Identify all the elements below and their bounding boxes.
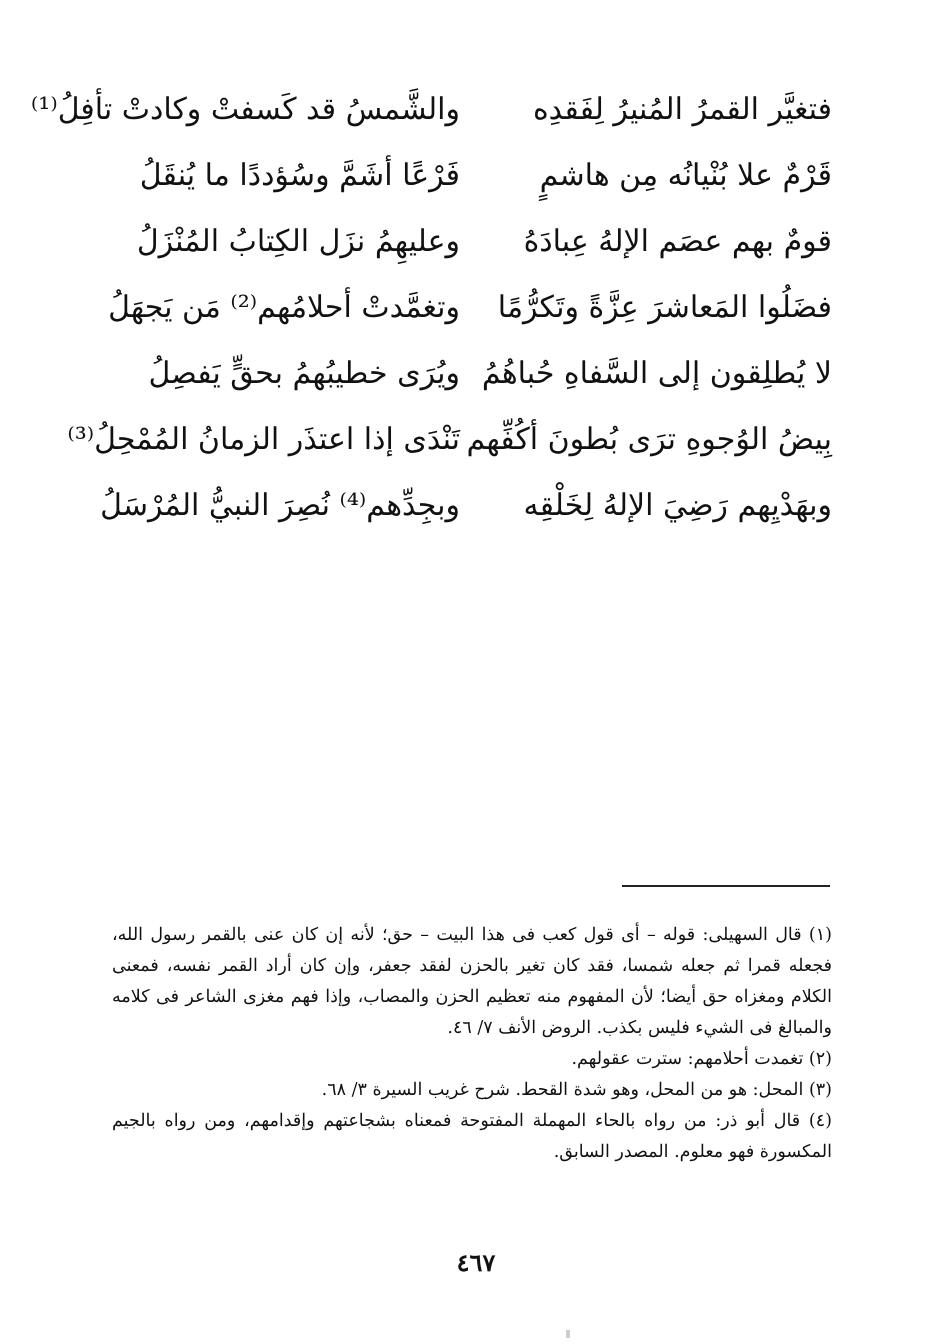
hemistich-left: وعليهِمُ نزَل الكِتابُ المُنْزَلُ xyxy=(136,224,460,259)
hemistich-left: فَرْعًا أشَمَّ وسُؤددًا ما يُنقَلُ xyxy=(139,158,460,193)
hemistich-right: وبهَدْيِهم رَضِيَ الإلهُ لِخَلْقِه xyxy=(523,488,832,523)
footnote-4: (٤) قال أبو ذر: من رواه بالحاء المهملة المفتوحة فمعناه بشجاعتهم وإقدامهم، ومن رواه بالجيم المكسورة فهو معلوم. المصدر السابق. xyxy=(112,1111,832,1162)
verse-1 xyxy=(30,80,832,146)
verse-3 xyxy=(120,212,832,278)
hemistich-left: والشَّمسُ قد كَسفتْ وكادتْ تأفِلُ⁽¹⁾ xyxy=(30,92,460,127)
hemistich-right: بِيضُ الوُجوهِ ترَى بُطونَ أكُفِّهم xyxy=(466,422,832,457)
footnotes xyxy=(112,920,832,1168)
verse-2 xyxy=(120,146,832,212)
footnote-1: (١) قال السهيلى: قوله – أى قول كعب فى هذا البيت – حق؛ لأنه إن كان عنى بالقمر رسول الله، فجعله قمرا ثم جعله شمسا، فقد كان تغير بالحزن لفقد جعفر، وإن كان أراد القمر نفسه، فمعنى الكلام ومغزاه حق أيضا؛ لأن المفهوم منه تعظيم الحزن والمصاب، وإذا فهم مغزى الشاعر فى كلامه والمبالغ فى الشيء فليس بكذب. الروض الأنف ٧/ ٤٦. xyxy=(112,925,832,1038)
hemistich-left: وتغمَّدتْ أحلامُهم⁽²⁾ مَن يَجهَلُ xyxy=(108,290,460,325)
hemistich-left: تَنْدَى إذا اعتذَر الزمانُ المُمْحِلُ⁽³⁾ xyxy=(67,422,460,457)
verse-5 xyxy=(120,344,832,410)
hemistich-right: فضَلُوا المَعاشرَ عِزَّةً وتَكرُّمًا xyxy=(497,290,832,325)
page-number: ٤٦٧ xyxy=(456,1248,496,1277)
hemistich-left: ويُرَى خطيبُهمُ بحقٍّ يَفصِلُ xyxy=(148,356,460,391)
scan-mark xyxy=(566,1330,570,1338)
verse-6 xyxy=(67,410,832,476)
hemistich-right: قَرْمٌ علا بُنْيانُه مِن هاشمٍ xyxy=(539,158,832,193)
hemistich-right: لا يُطلِقون إلى السَّفاهِ حُباهُمُ xyxy=(481,356,832,391)
hemistich-right: قومٌ بهم عصَم الإلهُ عِبادَهُ xyxy=(523,224,832,259)
poem xyxy=(30,80,832,542)
footnote-separator xyxy=(622,885,830,887)
verse-4 xyxy=(108,278,832,344)
hemistich-right: فتغيَّر القمرُ المُنيرُ لِفَقدِه xyxy=(532,92,832,127)
hemistich-left: وبجِدِّهم⁽⁴⁾ نُصِرَ النبيُّ المُرْسَلُ xyxy=(100,488,460,523)
footnote-3: (٣) المحل: هو من المحل، وهو شدة القحط. شرح غريب السيرة ٣/ ٦٨. xyxy=(321,1080,832,1100)
verse-7 xyxy=(100,476,832,542)
footnote-2: (٢) تغمدت أحلامهم: سترت عقولهم. xyxy=(571,1049,832,1069)
